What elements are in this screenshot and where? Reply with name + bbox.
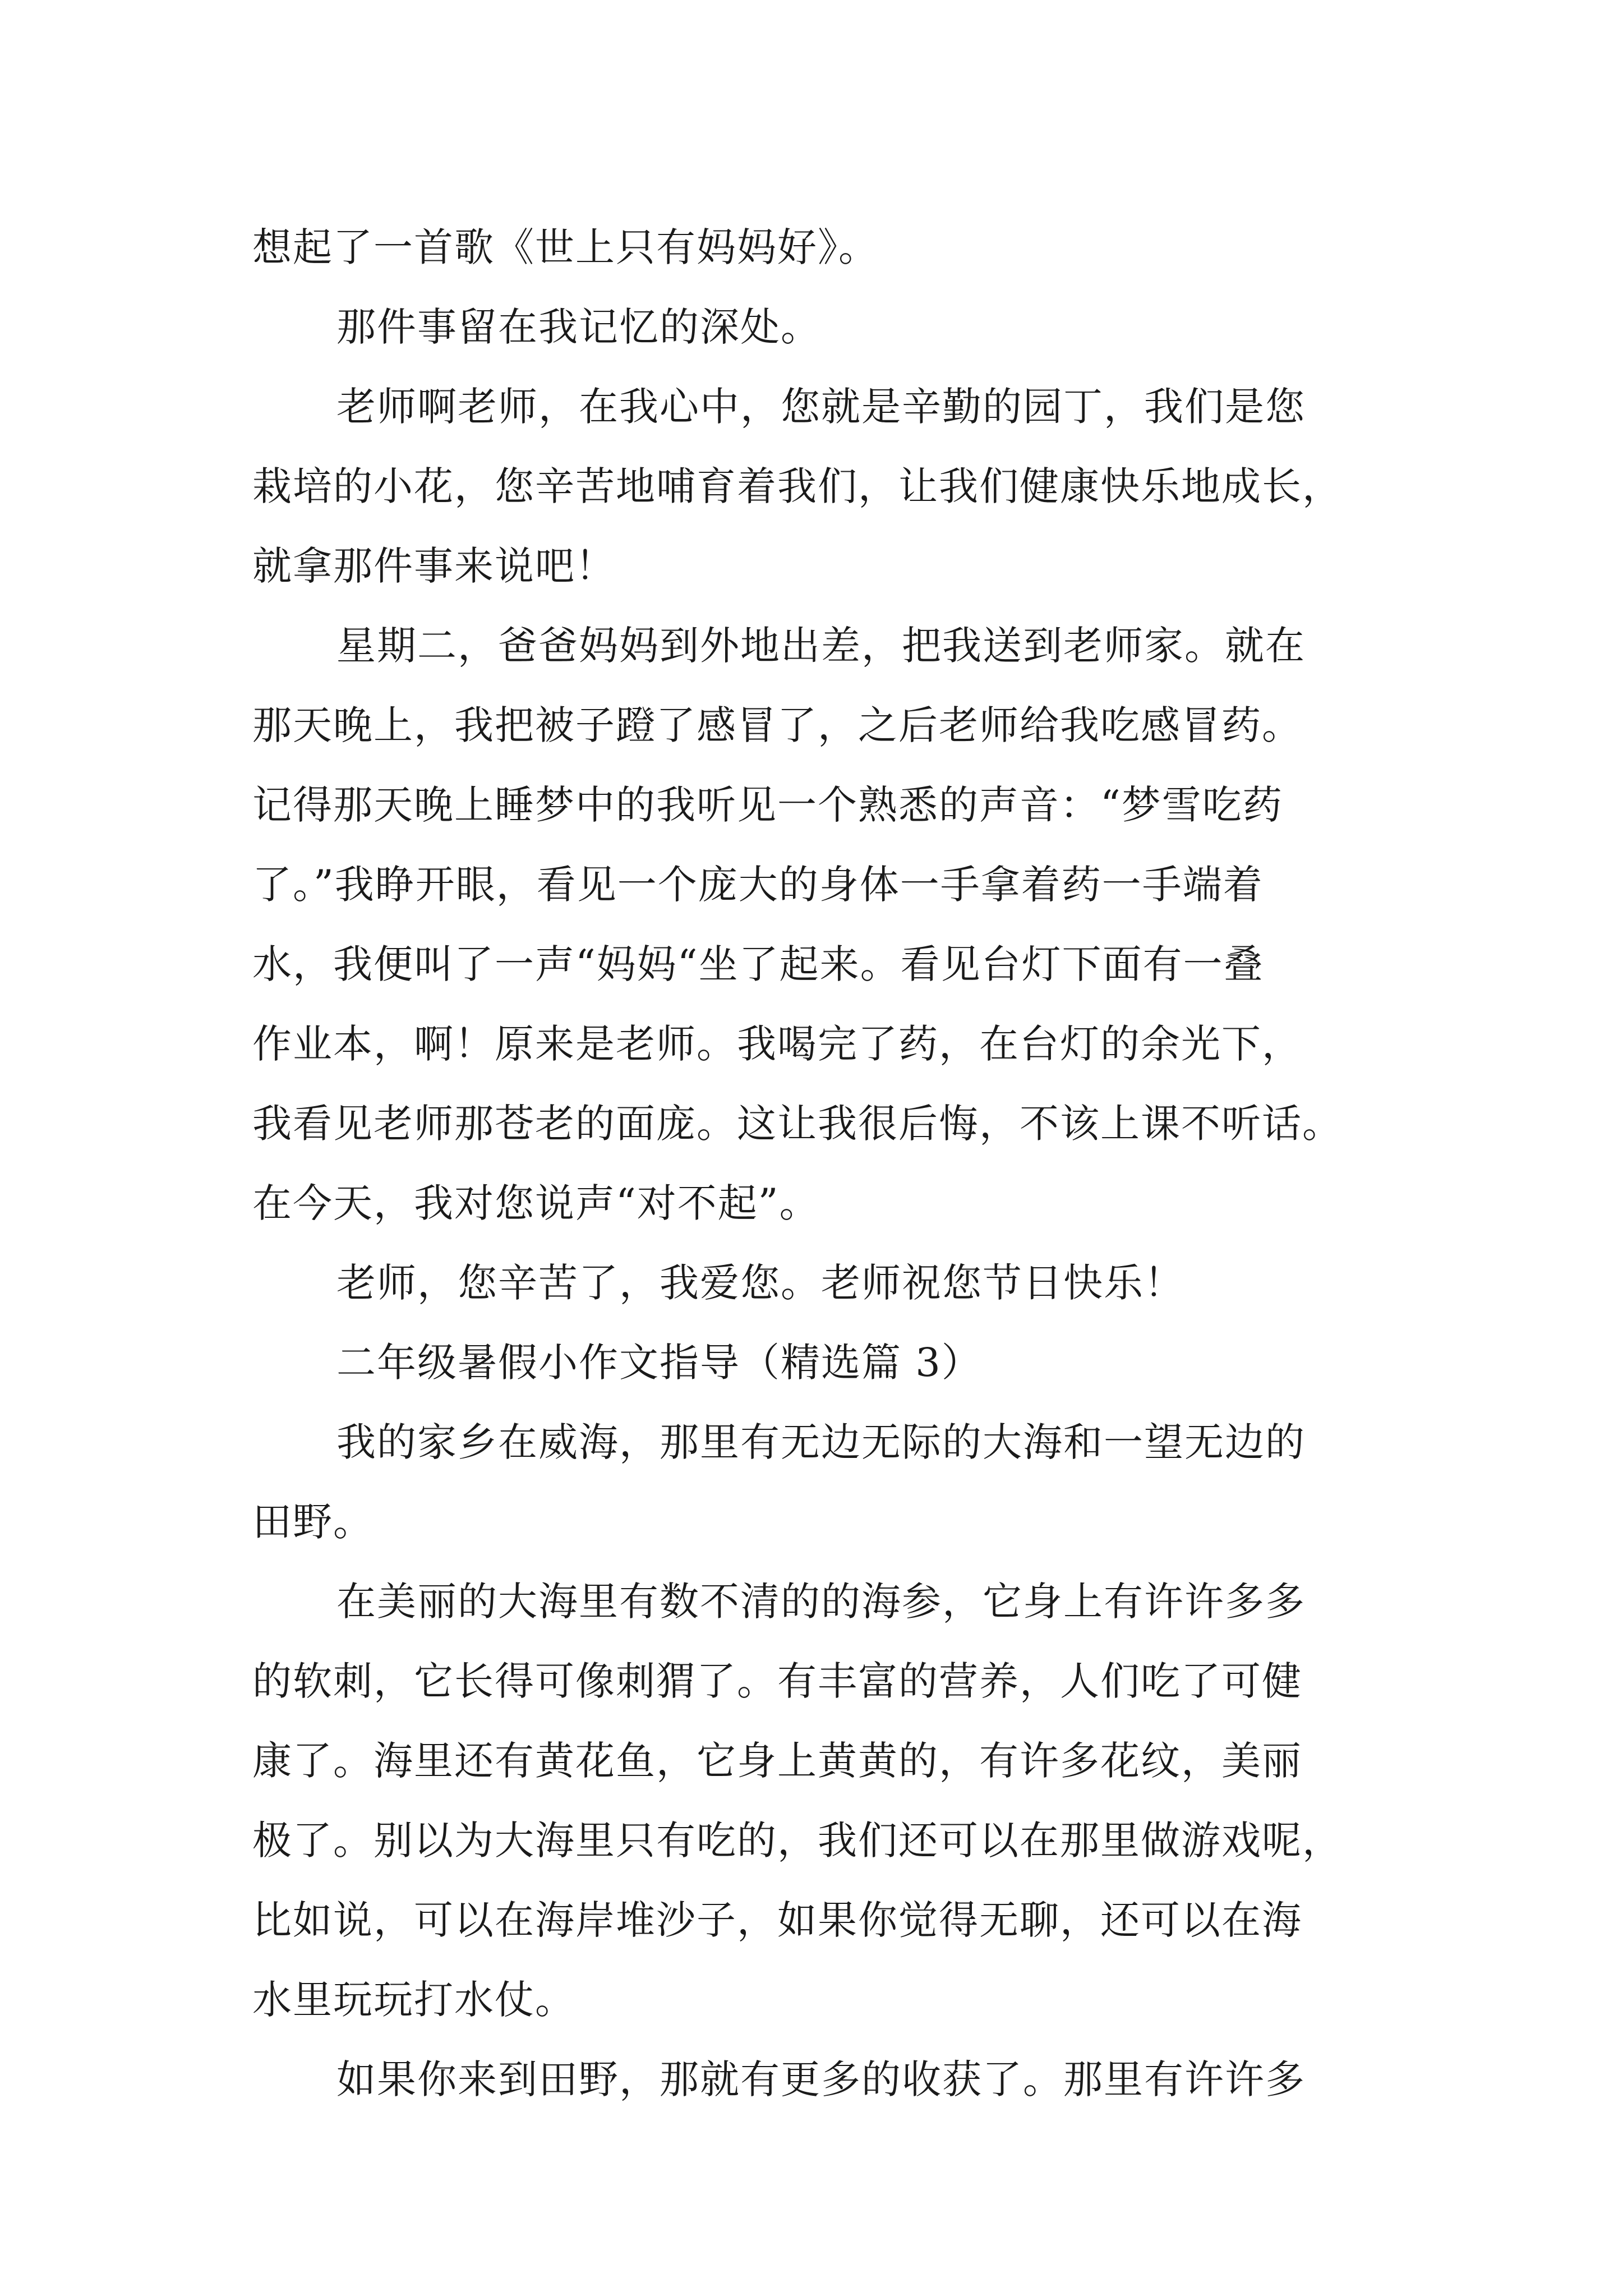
section-heading: 二年级暑假小作文指导（精选篇 3） <box>336 1340 982 1386</box>
text-line: 作业本，啊！原来是老师。我喝完了药，在台灯的余光下， <box>252 1021 1302 1067</box>
text-line: 老师啊老师，在我心中，您就是辛勤的园丁，我们是您 <box>336 384 1306 430</box>
text-line: 水，我便叫了一声“妈妈“坐了起来。看见台灯下面有一叠 <box>252 941 1264 987</box>
text-line: 星期二，爸爸妈妈到外地出差，把我送到老师家。就在 <box>336 623 1306 669</box>
text-line: 想起了一首歌《世上只有妈妈好》。 <box>252 224 879 270</box>
text-line: 那件事留在我记忆的深处。 <box>336 304 821 350</box>
text-line: 就拿那件事来说吧！ <box>252 543 616 589</box>
text-line: 老师，您辛苦了，我爱您。老师祝您节日快乐！ <box>336 1260 1184 1306</box>
text-line: 在美丽的大海里有数不清的的海参，它身上有许许多多 <box>336 1579 1306 1625</box>
text-line: 栽培的小花，您辛苦地哺育着我们，让我们健康快乐地成长， <box>252 463 1343 509</box>
document-body <box>252 208 1396 2119</box>
text-line: 那天晚上，我把被子蹬了感冒了，之后老师给我吃感冒药。 <box>252 702 1302 748</box>
text-line: 的软刺，它长得可像刺猬了。有丰富的营养，人们吃了可健 <box>252 1658 1302 1704</box>
text-line: 我的家乡在威海，那里有无边无际的大海和一望无边的 <box>336 1419 1306 1465</box>
text-line: 在今天，我对您说声“对不起”。 <box>252 1180 820 1226</box>
text-line: 如果你来到田野，那就有更多的收获了。那里有许许多 <box>336 2056 1306 2102</box>
text-line: 康了。海里还有黄花鱼，它身上黄黄的，有许多花纹，美丽 <box>252 1738 1302 1784</box>
text-line: 田野。 <box>252 1499 374 1545</box>
text-line: 水里玩玩打水仗。 <box>252 1977 575 2023</box>
text-line: 极了。别以为大海里只有吃的，我们还可以在那里做游戏呢， <box>252 1818 1343 1864</box>
text-line: 记得那天晚上睡梦中的我听见一个熟悉的声音：“梦雪吃药 <box>252 782 1283 828</box>
text-line: 比如说，可以在海岸堆沙子，如果你觉得无聊，还可以在海 <box>252 1897 1302 1943</box>
text-line: 我看见老师那苍老的面庞。这让我很后悔，不该上课不听话。 <box>252 1101 1343 1147</box>
text-line: 了。”我睁开眼，看见一个庞大的身体一手拿着药一手端着 <box>252 862 1264 908</box>
